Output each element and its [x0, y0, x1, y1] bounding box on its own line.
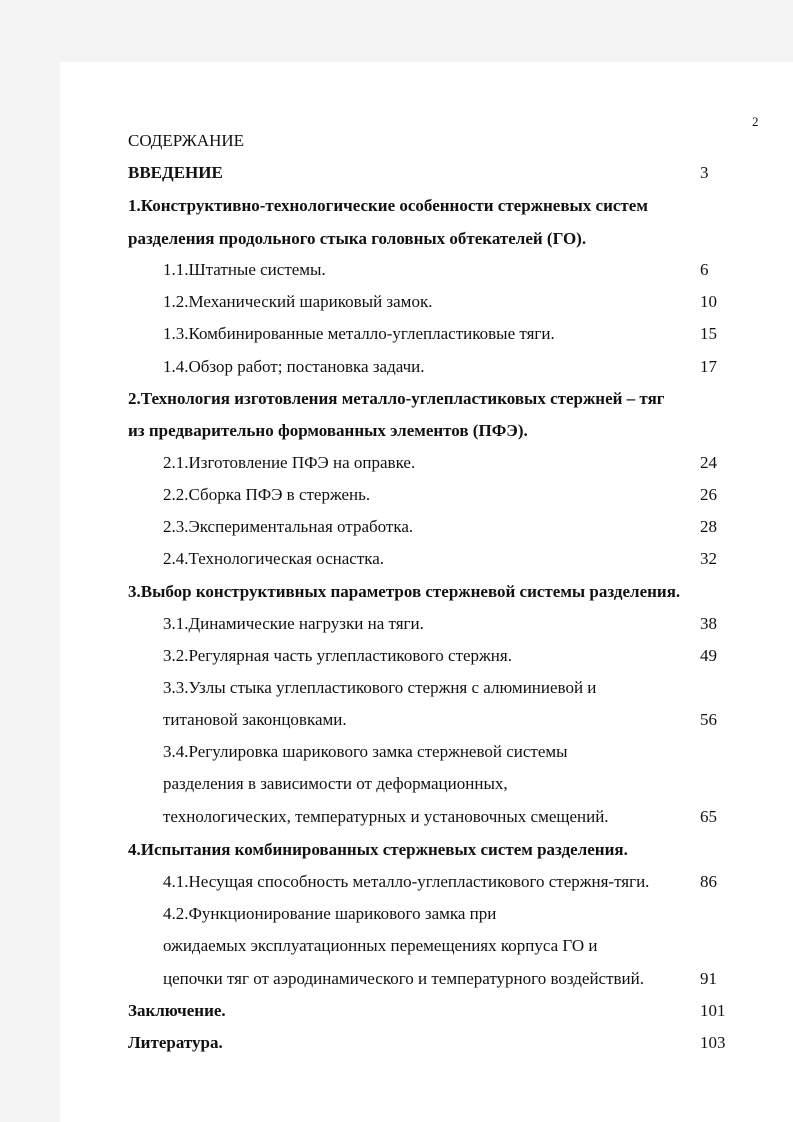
toc-ch2-title-cont: из предварительно формованных элементов (ПФЭ). [128, 421, 528, 440]
toc-item-3-4-cont2: технологических, температурных и установочных смещений. [163, 807, 609, 826]
toc-item-3-2: 3.2.Регулярная часть углепластикового стержня. [163, 646, 512, 665]
toc-ch1-title: 1.Конструктивно-технологические особенности стержневых систем [128, 196, 648, 215]
toc-conclusion-page: 101 [700, 1001, 726, 1020]
toc-item-2-2-page: 26 [700, 485, 717, 504]
toc-heading: СОДЕРЖАНИЕ [128, 131, 245, 150]
toc-item-1-2-page: 10 [700, 292, 717, 311]
toc-intro-label: ВВЕДЕНИЕ [128, 163, 223, 182]
toc-item-3-1: 3.1.Динамические нагрузки на тяги. [163, 614, 424, 633]
toc-item-3-3: 3.3.Узлы стыка углепластикового стержня с алюминиевой и [163, 678, 597, 697]
page-number: 2 [752, 114, 759, 129]
toc-ch2-title: 2.Технология изготовления металло-углепластиковых стержней – тяг [128, 389, 665, 408]
toc-item-1-3-page: 15 [700, 324, 717, 343]
toc-item-4-1-page: 86 [700, 872, 717, 891]
toc-item-3-4-page: 65 [700, 807, 717, 826]
toc-literature-label: Литература. [128, 1033, 223, 1052]
toc-item-3-4-cont1: разделения в зависимости от деформационных, [163, 774, 508, 793]
toc-item-4-2-cont2: цепочки тяг от аэродинамического и температурного воздействий. [163, 969, 645, 988]
toc-item-1-4-page: 17 [700, 357, 717, 376]
toc-item-1-1: 1.1.Штатные системы. [163, 260, 326, 279]
toc-item-4-1: 4.1.Несущая способность металло-углепластикового стержня-тяги. [163, 872, 650, 891]
toc-item-3-2-page: 49 [700, 646, 717, 665]
toc-item-3-4: 3.4.Регулировка шарикового замка стержневой системы [163, 742, 568, 761]
toc-intro-page: 3 [700, 163, 709, 182]
toc-item-1-2: 1.2.Механический шариковый замок. [163, 292, 433, 311]
toc-item-4-2-page: 91 [700, 969, 717, 988]
toc-item-2-3: 2.3.Экспериментальная отработка. [163, 517, 414, 536]
toc-ch1-title-cont: разделения продольного стыка головных обтекателей (ГО). [128, 229, 587, 248]
toc-item-2-3-page: 28 [700, 517, 717, 536]
toc-ch4-title: 4.Испытания комбинированных стержневых систем разделения. [128, 840, 628, 859]
toc-item-4-2-cont1: ожидаемых эксплуатационных перемещениях корпуса ГО и [163, 936, 598, 955]
toc-item-1-3: 1.3.Комбинированные металло-углепластиковые тяги. [163, 324, 555, 343]
toc-literature-page: 103 [700, 1033, 726, 1052]
toc-item-3-3-cont: титановой законцовками. [163, 710, 347, 729]
toc-item-2-1-page: 24 [700, 453, 717, 472]
toc-ch3-title: 3.Выбор конструктивных параметров стержневой системы разделения. [128, 582, 681, 601]
toc-item-3-1-page: 38 [700, 614, 717, 633]
toc-item-2-1: 2.1.Изготовление ПФЭ на оправке. [163, 453, 416, 472]
toc-item-2-2: 2.2.Сборка ПФЭ в стержень. [163, 485, 371, 504]
toc-item-2-4-page: 32 [700, 549, 717, 568]
toc-item-4-2: 4.2.Функционирование шарикового замка при [163, 904, 497, 923]
toc-item-1-1-page: 6 [700, 260, 709, 279]
toc-item-2-4: 2.4.Технологическая оснастка. [163, 549, 385, 568]
toc-item-1-4: 1.4.Обзор работ; постановка задачи. [163, 357, 425, 376]
toc-item-3-3-page: 56 [700, 710, 717, 729]
toc-conclusion-label: Заключение. [128, 1001, 226, 1020]
